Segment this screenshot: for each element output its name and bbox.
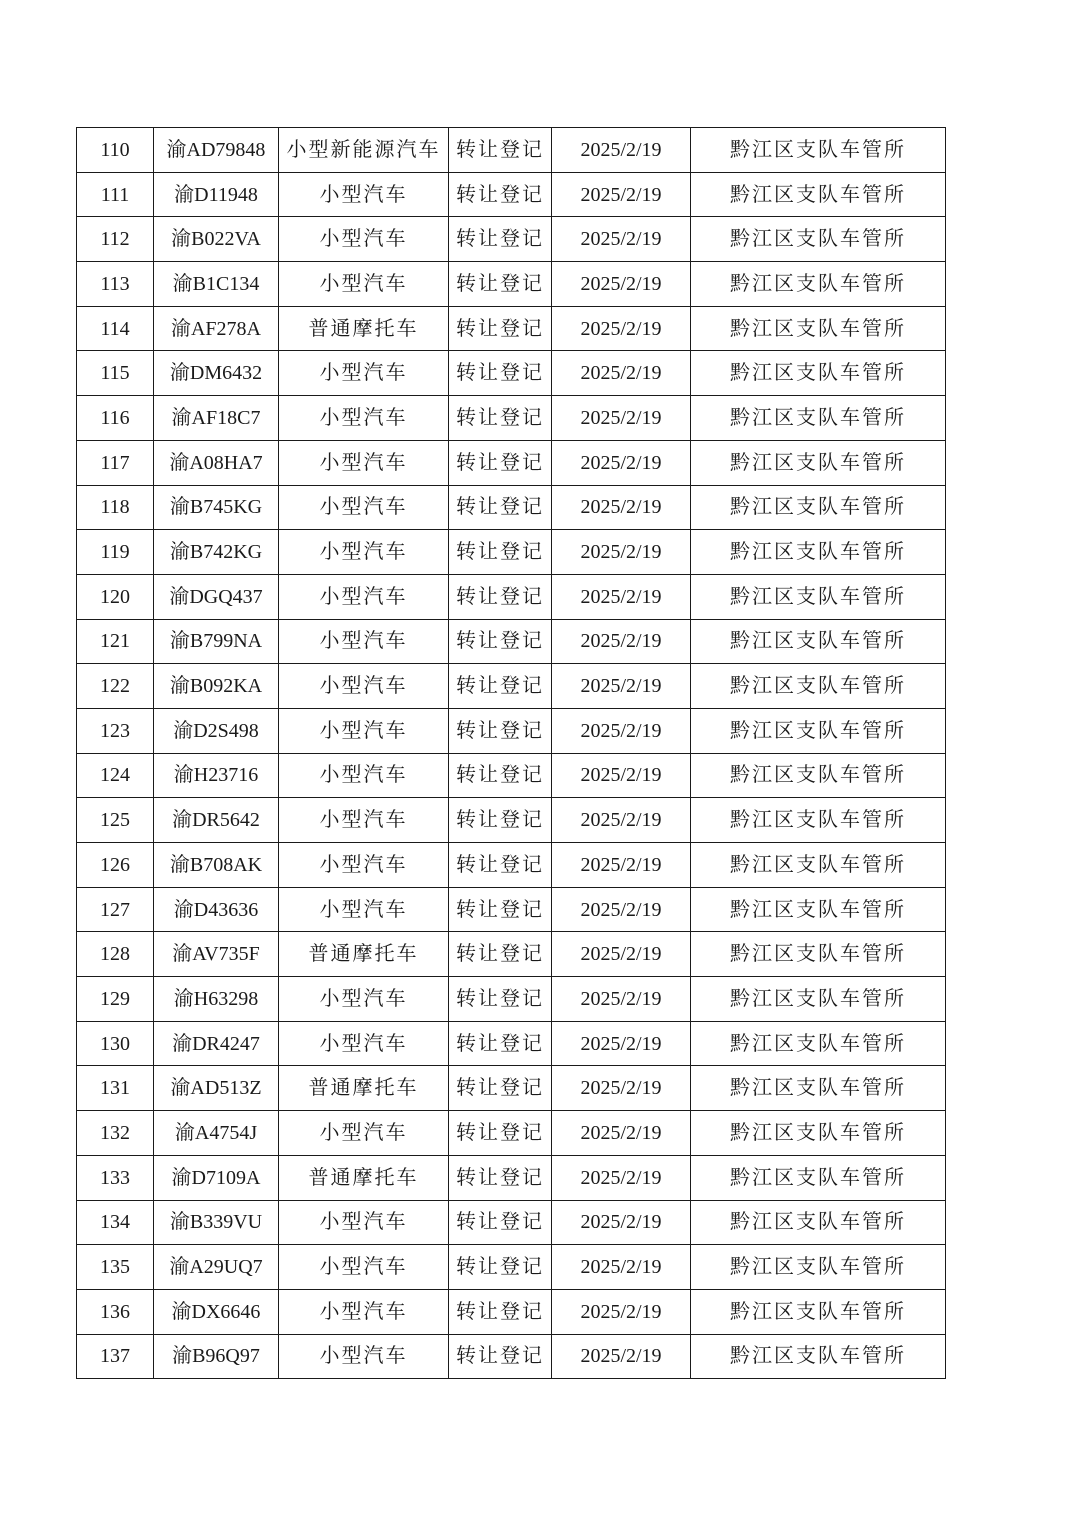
handling-office: 黔江区支队车管所 — [691, 753, 946, 798]
registration-date: 2025/2/19 — [552, 1155, 691, 1200]
row-number: 117 — [77, 440, 154, 485]
business-type: 转让登记 — [449, 485, 552, 530]
registration-date: 2025/2/19 — [552, 932, 691, 977]
row-number: 118 — [77, 485, 154, 530]
row-number: 114 — [77, 306, 154, 351]
handling-office: 黔江区支队车管所 — [691, 396, 946, 441]
handling-office: 黔江区支队车管所 — [691, 977, 946, 1022]
business-type: 转让登记 — [449, 1066, 552, 1111]
vehicle-type: 小型汽车 — [279, 574, 449, 619]
vehicle-type: 小型新能源汽车 — [279, 128, 449, 173]
vehicle-type: 小型汽车 — [279, 708, 449, 753]
vehicle-type: 普通摩托车 — [279, 1066, 449, 1111]
vehicle-type: 小型汽车 — [279, 262, 449, 307]
handling-office: 黔江区支队车管所 — [691, 1111, 946, 1156]
business-type: 转让登记 — [449, 440, 552, 485]
registration-date: 2025/2/19 — [552, 128, 691, 173]
registration-date: 2025/2/19 — [552, 1245, 691, 1290]
business-type: 转让登记 — [449, 306, 552, 351]
row-number: 133 — [77, 1155, 154, 1200]
vehicle-type: 小型汽车 — [279, 664, 449, 709]
row-number: 135 — [77, 1245, 154, 1290]
vehicle-type: 小型汽车 — [279, 172, 449, 217]
business-type: 转让登记 — [449, 619, 552, 664]
vehicle-type: 普通摩托车 — [279, 1155, 449, 1200]
vehicle-type: 小型汽车 — [279, 619, 449, 664]
registration-date: 2025/2/19 — [552, 530, 691, 575]
registration-date: 2025/2/19 — [552, 440, 691, 485]
handling-office: 黔江区支队车管所 — [691, 485, 946, 530]
plate-number: 渝D43636 — [154, 887, 279, 932]
plate-number: 渝AF278A — [154, 306, 279, 351]
plate-number: 渝H63298 — [154, 977, 279, 1022]
plate-number: 渝B799NA — [154, 619, 279, 664]
handling-office: 黔江区支队车管所 — [691, 932, 946, 977]
registration-date: 2025/2/19 — [552, 351, 691, 396]
row-number: 121 — [77, 619, 154, 664]
table-row — [77, 843, 946, 888]
registration-date: 2025/2/19 — [552, 619, 691, 664]
business-type: 转让登记 — [449, 530, 552, 575]
registration-date: 2025/2/19 — [552, 306, 691, 351]
business-type: 转让登记 — [449, 664, 552, 709]
plate-number: 渝DGQ437 — [154, 574, 279, 619]
plate-number: 渝B708AK — [154, 843, 279, 888]
business-type: 转让登记 — [449, 1200, 552, 1245]
plate-number: 渝D11948 — [154, 172, 279, 217]
vehicle-type: 小型汽车 — [279, 798, 449, 843]
business-type: 转让登记 — [449, 932, 552, 977]
business-type: 转让登记 — [449, 217, 552, 262]
row-number: 132 — [77, 1111, 154, 1156]
table-row — [77, 351, 946, 396]
row-number: 131 — [77, 1066, 154, 1111]
handling-office: 黔江区支队车管所 — [691, 1066, 946, 1111]
business-type: 转让登记 — [449, 1021, 552, 1066]
vehicle-type: 小型汽车 — [279, 1111, 449, 1156]
row-number: 130 — [77, 1021, 154, 1066]
handling-office: 黔江区支队车管所 — [691, 887, 946, 932]
registration-date: 2025/2/19 — [552, 217, 691, 262]
table-row — [77, 306, 946, 351]
registration-date: 2025/2/19 — [552, 1021, 691, 1066]
plate-number: 渝DR5642 — [154, 798, 279, 843]
registration-date: 2025/2/19 — [552, 708, 691, 753]
table-row — [77, 1066, 946, 1111]
handling-office: 黔江区支队车管所 — [691, 351, 946, 396]
table-row — [77, 619, 946, 664]
table-row — [77, 396, 946, 441]
row-number: 116 — [77, 396, 154, 441]
handling-office: 黔江区支队车管所 — [691, 708, 946, 753]
row-number: 120 — [77, 574, 154, 619]
table-row — [77, 664, 946, 709]
plate-number: 渝A08HA7 — [154, 440, 279, 485]
registration-date: 2025/2/19 — [552, 843, 691, 888]
row-number: 136 — [77, 1289, 154, 1334]
handling-office: 黔江区支队车管所 — [691, 574, 946, 619]
table-row — [77, 977, 946, 1022]
table-row — [77, 1111, 946, 1156]
plate-number: 渝DR4247 — [154, 1021, 279, 1066]
business-type: 转让登记 — [449, 843, 552, 888]
business-type: 转让登记 — [449, 1245, 552, 1290]
registration-date: 2025/2/19 — [552, 753, 691, 798]
row-number: 110 — [77, 128, 154, 173]
handling-office: 黔江区支队车管所 — [691, 217, 946, 262]
row-number: 113 — [77, 262, 154, 307]
table-row — [77, 708, 946, 753]
table-row — [77, 530, 946, 575]
row-number: 134 — [77, 1200, 154, 1245]
plate-number: 渝AV735F — [154, 932, 279, 977]
registration-date: 2025/2/19 — [552, 887, 691, 932]
vehicle-type: 小型汽车 — [279, 1021, 449, 1066]
plate-number: 渝B742KG — [154, 530, 279, 575]
handling-office: 黔江区支队车管所 — [691, 530, 946, 575]
vehicle-type: 普通摩托车 — [279, 932, 449, 977]
handling-office: 黔江区支队车管所 — [691, 306, 946, 351]
vehicle-type: 小型汽车 — [279, 753, 449, 798]
handling-office: 黔江区支队车管所 — [691, 619, 946, 664]
table-row — [77, 1245, 946, 1290]
business-type: 转让登记 — [449, 351, 552, 396]
row-number: 122 — [77, 664, 154, 709]
plate-number: 渝B339VU — [154, 1200, 279, 1245]
vehicle-type: 小型汽车 — [279, 440, 449, 485]
handling-office: 黔江区支队车管所 — [691, 1334, 946, 1379]
handling-office: 黔江区支队车管所 — [691, 664, 946, 709]
vehicle-type: 普通摩托车 — [279, 306, 449, 351]
vehicle-type: 小型汽车 — [279, 530, 449, 575]
handling-office: 黔江区支队车管所 — [691, 128, 946, 173]
table-row — [77, 574, 946, 619]
row-number: 115 — [77, 351, 154, 396]
table-row — [77, 1334, 946, 1379]
business-type: 转让登记 — [449, 396, 552, 441]
registration-date: 2025/2/19 — [552, 664, 691, 709]
vehicle-type: 小型汽车 — [279, 1289, 449, 1334]
business-type: 转让登记 — [449, 708, 552, 753]
business-type: 转让登记 — [449, 753, 552, 798]
registration-date: 2025/2/19 — [552, 262, 691, 307]
plate-number: 渝B092KA — [154, 664, 279, 709]
table-body — [77, 128, 946, 1379]
row-number: 126 — [77, 843, 154, 888]
row-number: 137 — [77, 1334, 154, 1379]
plate-number: 渝A29UQ7 — [154, 1245, 279, 1290]
vehicle-type: 小型汽车 — [279, 485, 449, 530]
table-row — [77, 887, 946, 932]
vehicle-type: 小型汽车 — [279, 977, 449, 1022]
handling-office: 黔江区支队车管所 — [691, 440, 946, 485]
business-type: 转让登记 — [449, 1289, 552, 1334]
vehicle-type: 小型汽车 — [279, 217, 449, 262]
handling-office: 黔江区支队车管所 — [691, 262, 946, 307]
handling-office: 黔江区支队车管所 — [691, 1289, 946, 1334]
plate-number: 渝B1C134 — [154, 262, 279, 307]
business-type: 转让登记 — [449, 574, 552, 619]
registration-date: 2025/2/19 — [552, 1200, 691, 1245]
table-row — [77, 1021, 946, 1066]
registration-date: 2025/2/19 — [552, 485, 691, 530]
row-number: 124 — [77, 753, 154, 798]
plate-number: 渝AD513Z — [154, 1066, 279, 1111]
business-type: 转让登记 — [449, 887, 552, 932]
plate-number: 渝B022VA — [154, 217, 279, 262]
table-row — [77, 440, 946, 485]
table-row — [77, 798, 946, 843]
handling-office: 黔江区支队车管所 — [691, 1021, 946, 1066]
business-type: 转让登记 — [449, 1334, 552, 1379]
vehicle-type: 小型汽车 — [279, 1245, 449, 1290]
row-number: 127 — [77, 887, 154, 932]
plate-number: 渝A4754J — [154, 1111, 279, 1156]
row-number: 119 — [77, 530, 154, 575]
handling-office: 黔江区支队车管所 — [691, 1200, 946, 1245]
registration-date: 2025/2/19 — [552, 798, 691, 843]
plate-number: 渝AF18C7 — [154, 396, 279, 441]
table-row — [77, 485, 946, 530]
handling-office: 黔江区支队车管所 — [691, 172, 946, 217]
vehicle-type: 小型汽车 — [279, 1200, 449, 1245]
handling-office: 黔江区支队车管所 — [691, 1155, 946, 1200]
table-row — [77, 932, 946, 977]
handling-office: 黔江区支队车管所 — [691, 1245, 946, 1290]
plate-number: 渝D2S498 — [154, 708, 279, 753]
plate-number: 渝B745KG — [154, 485, 279, 530]
row-number: 129 — [77, 977, 154, 1022]
table-row — [77, 1155, 946, 1200]
table-row — [77, 128, 946, 173]
table-row — [77, 262, 946, 307]
table-row — [77, 172, 946, 217]
row-number: 128 — [77, 932, 154, 977]
business-type: 转让登记 — [449, 262, 552, 307]
registration-date: 2025/2/19 — [552, 1111, 691, 1156]
vehicle-type: 小型汽车 — [279, 396, 449, 441]
business-type: 转让登记 — [449, 798, 552, 843]
vehicle-type: 小型汽车 — [279, 351, 449, 396]
business-type: 转让登记 — [449, 1155, 552, 1200]
business-type: 转让登记 — [449, 128, 552, 173]
table-row — [77, 753, 946, 798]
business-type: 转让登记 — [449, 172, 552, 217]
plate-number: 渝H23716 — [154, 753, 279, 798]
vehicle-type: 小型汽车 — [279, 1334, 449, 1379]
row-number: 111 — [77, 172, 154, 217]
plate-number: 渝DX6646 — [154, 1289, 279, 1334]
registration-date: 2025/2/19 — [552, 172, 691, 217]
table-row — [77, 1200, 946, 1245]
registration-date: 2025/2/19 — [552, 1066, 691, 1111]
row-number: 112 — [77, 217, 154, 262]
handling-office: 黔江区支队车管所 — [691, 798, 946, 843]
plate-number: 渝D7109A — [154, 1155, 279, 1200]
registration-date: 2025/2/19 — [552, 1334, 691, 1379]
row-number: 125 — [77, 798, 154, 843]
table-row — [77, 1289, 946, 1334]
handling-office: 黔江区支队车管所 — [691, 843, 946, 888]
plate-number: 渝AD79848 — [154, 128, 279, 173]
plate-number: 渝B96Q97 — [154, 1334, 279, 1379]
table-row — [77, 217, 946, 262]
business-type: 转让登记 — [449, 1111, 552, 1156]
registration-date: 2025/2/19 — [552, 574, 691, 619]
vehicle-type: 小型汽车 — [279, 843, 449, 888]
row-number: 123 — [77, 708, 154, 753]
registration-date: 2025/2/19 — [552, 396, 691, 441]
vehicle-type: 小型汽车 — [279, 887, 449, 932]
registration-date: 2025/2/19 — [552, 1289, 691, 1334]
business-type: 转让登记 — [449, 977, 552, 1022]
registration-date: 2025/2/19 — [552, 977, 691, 1022]
plate-number: 渝DM6432 — [154, 351, 279, 396]
vehicle-registration-table — [76, 127, 946, 1379]
